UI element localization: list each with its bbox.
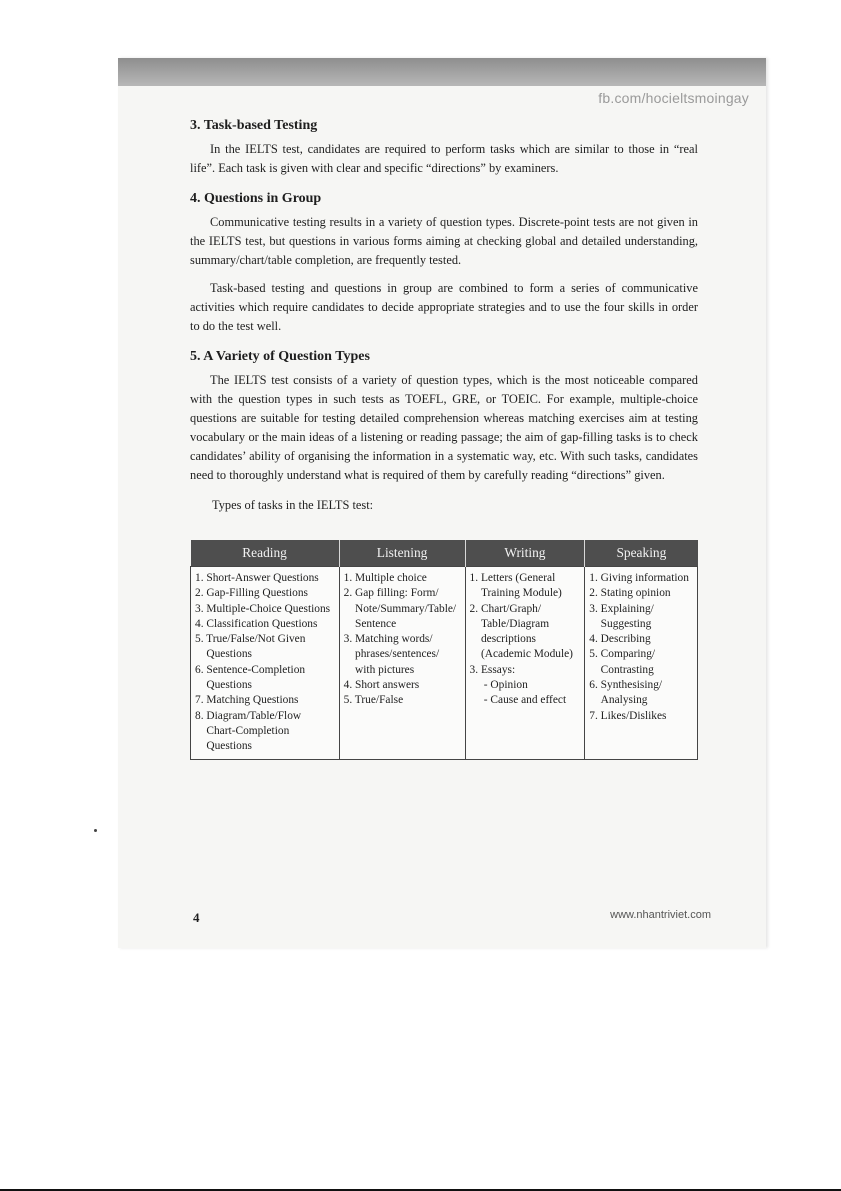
section-paragraph: Task-based testing and questions in group are combined to form a series of communicative activities which require candidates to decide appropriate strategies and to use the four skills in order to do the test well.: [190, 281, 698, 333]
reading-task-item: 2. Gap-Filling Questions: [195, 587, 308, 600]
scan-speck: [94, 829, 97, 832]
scan-top-edge: [118, 58, 766, 86]
speaking-task-item: 5. Comparing/: [589, 648, 656, 661]
listening-task-item: phrases/sentences/: [343, 648, 440, 661]
table-row: [191, 567, 698, 760]
listening-task-item: Sentence: [343, 617, 397, 630]
watermark: fb.com/hocieltsmoingay: [598, 90, 749, 106]
reading-task-item: 7. Matching Questions: [195, 694, 299, 707]
header-speaking: Speaking: [585, 540, 698, 567]
tasks-intro: Types of tasks in the IELTS test:: [212, 498, 374, 512]
reading-task-item: Questions: [195, 648, 252, 661]
writing-task-item: 3. Essays:: [469, 663, 516, 676]
listening-cell: [339, 567, 465, 760]
listening-task-item: 5. True/False: [343, 694, 404, 707]
listening-task-item: 3. Matching words/: [343, 633, 433, 646]
speaking-task-item: Suggesting: [589, 617, 652, 630]
writing-task-item: - Cause and effect: [469, 694, 567, 707]
section-paragraph: Communicative testing results in a variety of question types. Discrete-point tests are not given in the IELTS test, but questions in various forms aiming at checking global and detailed understanding, summary/chart/table completion, are frequently tested.: [190, 215, 698, 267]
table-header-row: [191, 540, 698, 567]
page-number: 4: [193, 910, 200, 925]
writing-task-item: 2. Chart/Graph/: [469, 602, 542, 615]
reading-task-item: 4. Classification Questions: [195, 617, 318, 630]
speaking-task-item: 2. Stating opinion: [589, 587, 671, 600]
section-heading-variety: 5. A Variety of Question Types: [190, 349, 370, 364]
header-writing: Writing: [465, 540, 585, 567]
listening-task-item: 2. Gap filling: Form/: [343, 587, 439, 600]
listening-task-item: 4. Short answers: [343, 679, 420, 692]
reading-task-item: Questions: [195, 679, 252, 692]
listening-task-item: Note/Summary/Table/: [343, 602, 457, 615]
header-listening: Listening: [339, 540, 465, 567]
speaking-task-item: Contrasting: [589, 663, 654, 676]
reading-task-item: 1. Short-Answer Questions: [195, 572, 319, 584]
header-reading: Reading: [191, 540, 340, 567]
writing-task-item: - Opinion: [469, 679, 528, 692]
listening-task-item: with pictures: [343, 663, 415, 676]
listening-task-item: 1. Multiple choice: [343, 572, 427, 584]
section-paragraph: The IELTS test consists of a variety of question types, which is the most noticeable compared with the question types in such tests as TOEFL, GRE, or TOEIC. For example, multiple-choice questions are suitable for testing detailed comprehension whereas matching exercises aim at testing vocabulary or the main ideas of a listening or reading passage; the aim of gap-filling tasks is to check candidates’ ability of organising the information in a systematic way, etc. With such tasks, candidates need to thoroughly understand what is required of them by carefully reading “directions” given.: [190, 373, 698, 482]
page-content: [190, 117, 698, 515]
section-heading-task-based: 3. Task-based Testing: [190, 118, 318, 133]
speaking-task-item: 6. Synthesising/: [589, 679, 663, 692]
writing-task-item: 1. Letters (General: [469, 572, 556, 584]
task-types-table: [190, 540, 698, 760]
reading-cell: [191, 567, 340, 760]
writing-task-item: Training Module): [469, 587, 562, 600]
reading-task-item: 5. True/False/Not Given: [195, 633, 306, 646]
writing-task-item: (Academic Module): [469, 648, 573, 661]
writing-task-item: descriptions: [469, 633, 536, 646]
section-heading-questions-in-group: 4. Questions in Group: [190, 191, 322, 206]
speaking-task-item: 7. Likes/Dislikes: [589, 709, 667, 722]
speaking-task-item: 4. Describing: [589, 633, 651, 646]
reading-task-item: Chart-Completion: [195, 724, 290, 737]
publisher-website: www.nhantriviet.com: [610, 909, 711, 921]
speaking-task-item: 1. Giving information: [589, 572, 689, 584]
speaking-task-item: Analysing: [589, 694, 648, 707]
section-paragraph: In the IELTS test, candidates are required to perform tasks which are similar to those in “real life”. Each task is given with clear and specific “directions” by examiners.: [190, 142, 698, 175]
reading-task-item: Questions: [195, 740, 252, 753]
speaking-task-item: 3. Explaining/: [589, 602, 654, 615]
reading-task-item: 6. Sentence-Completion: [195, 663, 306, 676]
reading-task-item: 8. Diagram/Table/Flow: [195, 709, 302, 722]
writing-task-item: Table/Diagram: [469, 617, 550, 630]
writing-cell: [465, 567, 585, 760]
speaking-cell: [585, 567, 698, 760]
reading-task-item: 3. Multiple-Choice Questions: [195, 602, 331, 615]
